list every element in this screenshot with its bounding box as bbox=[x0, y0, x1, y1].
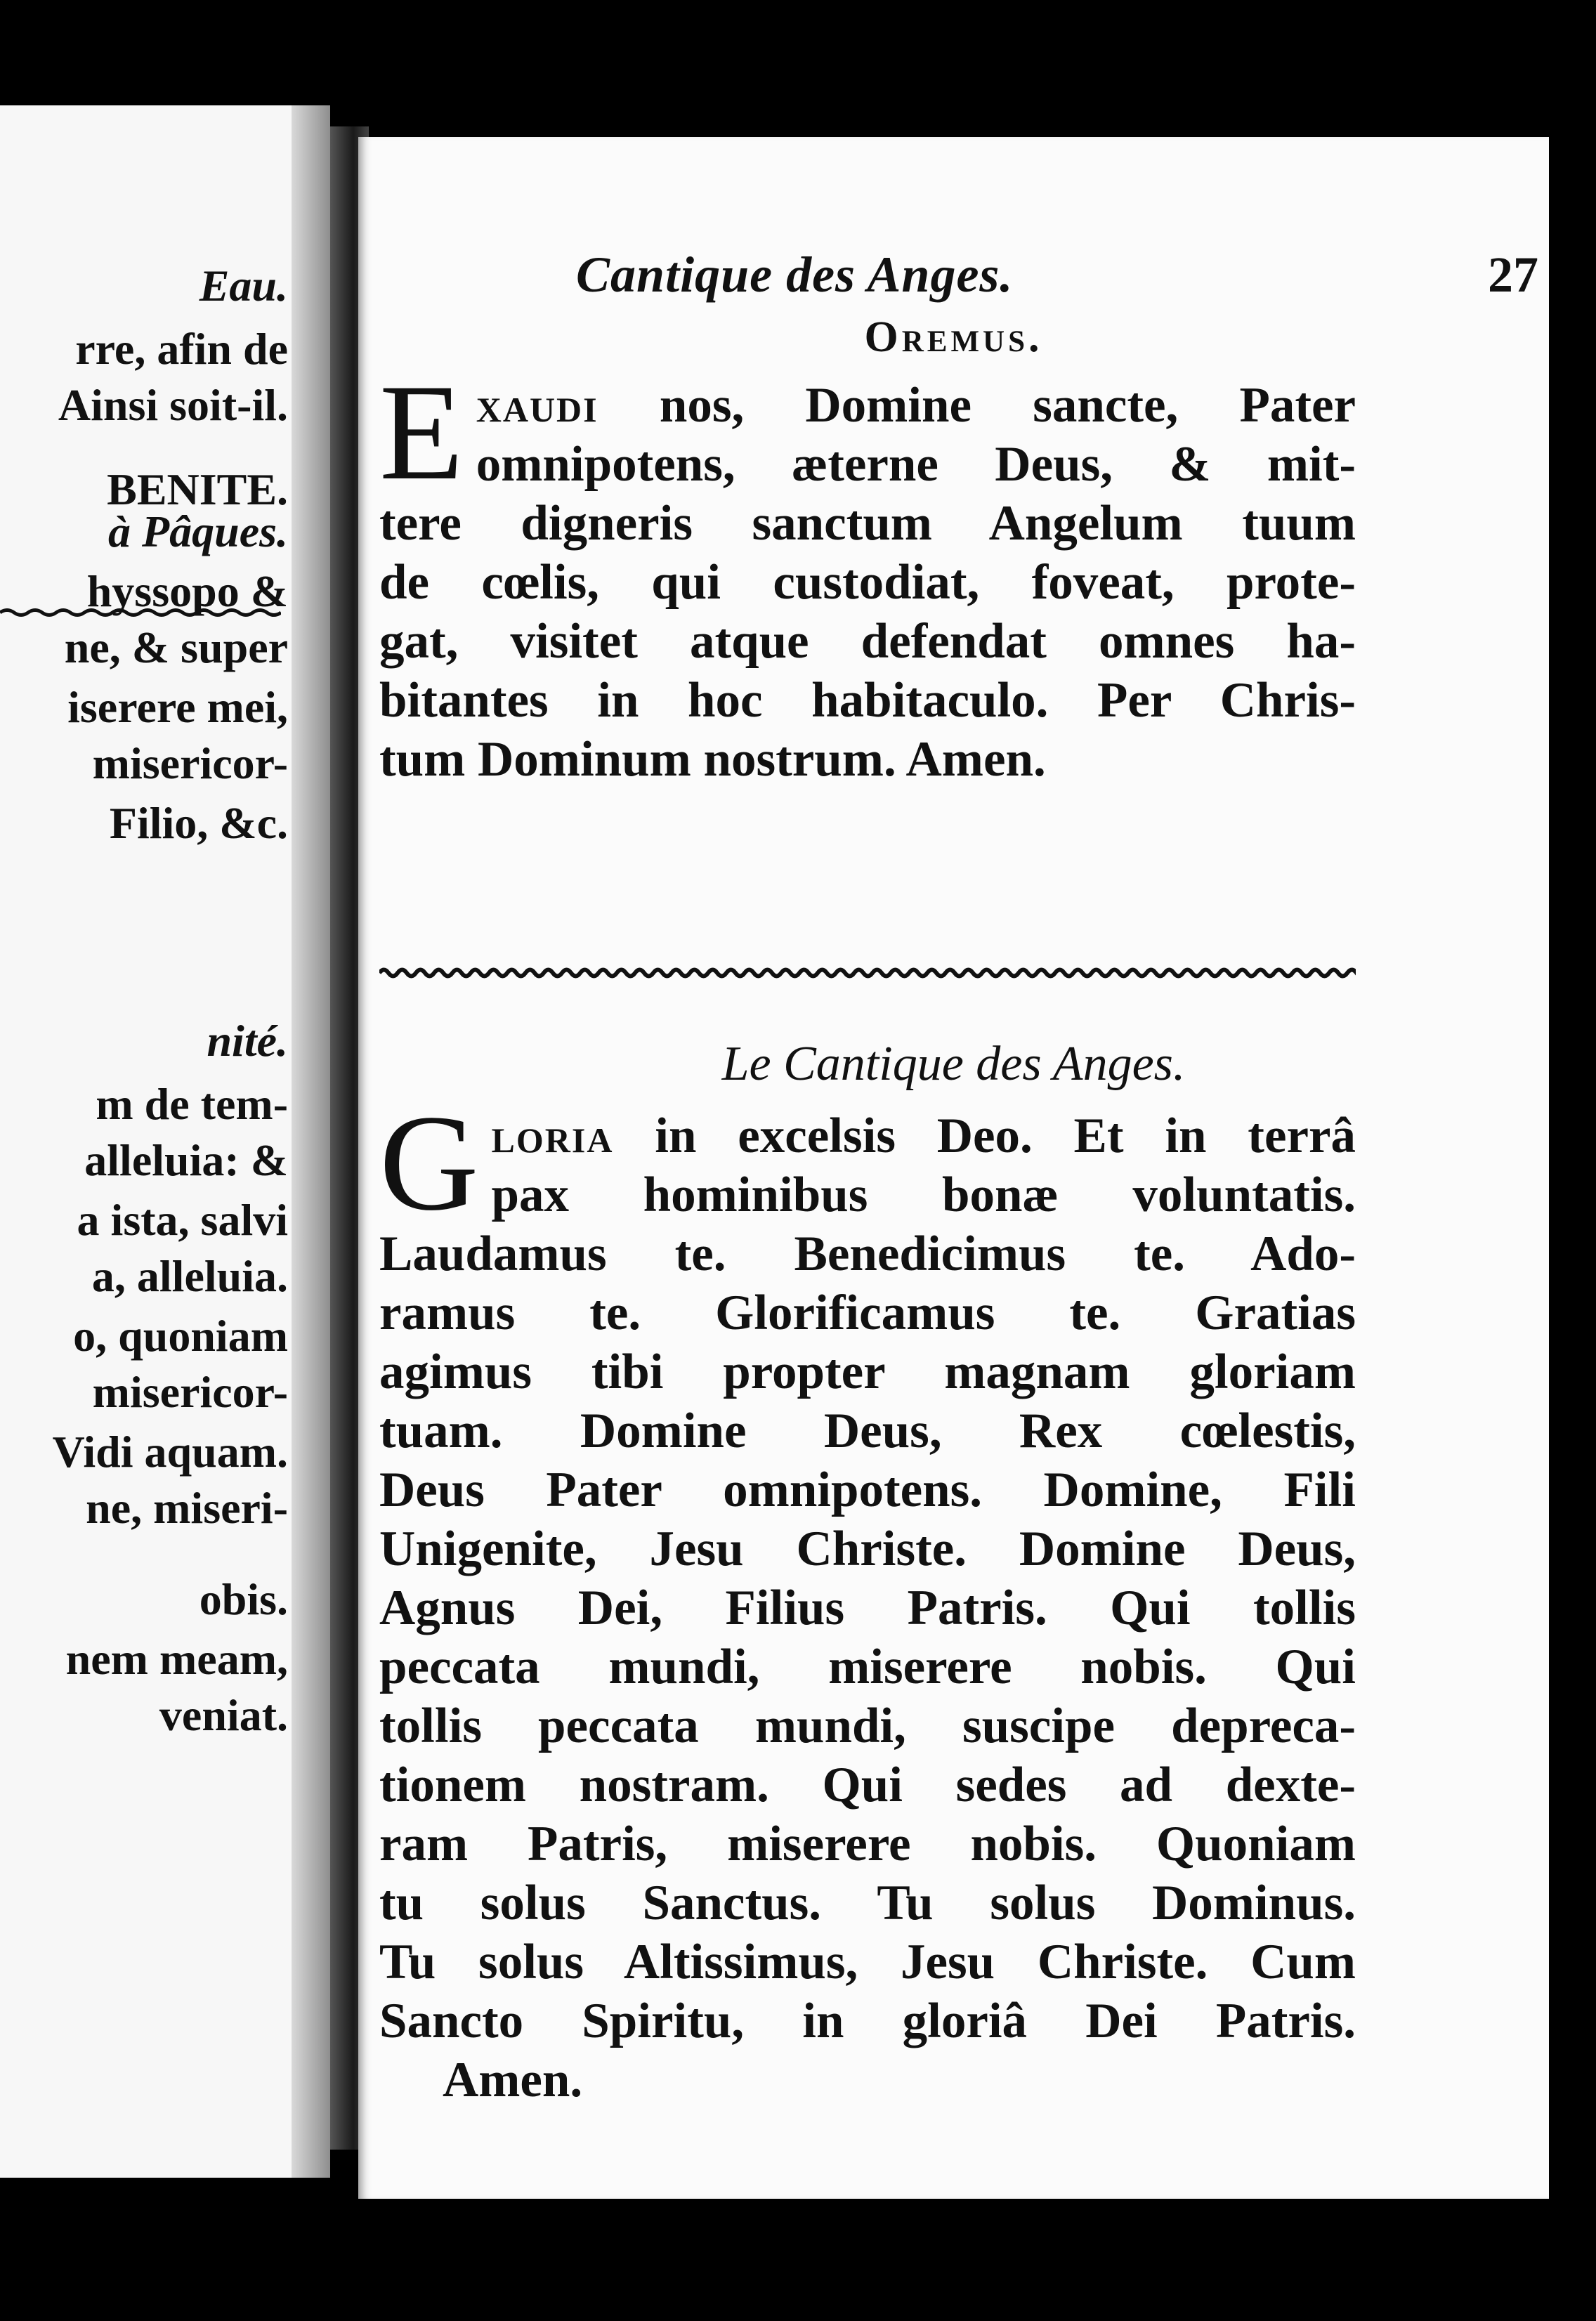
left-page-line: à Pâques. bbox=[108, 506, 288, 556]
prayer-line-6: bitantes in hoc habitaculo. Per Chris- bbox=[379, 673, 1356, 728]
gloria-line-1-text: in excelsis Deo. Et in terrâ bbox=[613, 1109, 1356, 1163]
gloria-line-12: tionem nostram. Qui sedes ad dexte- bbox=[379, 1758, 1356, 1812]
prayer-line-2: omnipotens, æterne Deus, & mit- bbox=[476, 437, 1356, 492]
gloria-line-10: peccata mundi, miserere nobis. Qui bbox=[379, 1640, 1356, 1694]
left-page-line: misericor- bbox=[92, 1367, 288, 1417]
scan-border bbox=[0, 2206, 1596, 2321]
left-page-line: hyssopo & bbox=[86, 566, 288, 616]
gloria-lead-word: loria bbox=[491, 1109, 614, 1163]
prayer-line-3: tere digneris sanctum Angelum tuum bbox=[379, 496, 1356, 551]
section-title: Le Cantique des Anges. bbox=[721, 1037, 1186, 1091]
right-page bbox=[358, 137, 1549, 2199]
left-page-line: Ainsi soit-il. bbox=[58, 380, 288, 430]
left-page-line: a, alleluia. bbox=[91, 1251, 288, 1301]
prayer-line-4: de cœlis, qui custodiat, foveat, prote- bbox=[379, 555, 1356, 610]
left-page-line: ne, & super bbox=[64, 622, 288, 672]
running-title: Cantique des Anges. bbox=[576, 247, 1014, 303]
oremus-heading: Oremus. bbox=[864, 313, 1043, 361]
left-page-line: Eau. bbox=[199, 261, 288, 310]
prayer-line-1-text: nos, Domine sancte, Pater bbox=[598, 378, 1356, 433]
left-page-line: iserere mei, bbox=[67, 682, 288, 732]
left-page-line: o, quoniam bbox=[73, 1311, 288, 1361]
gloria-line-2: pax hominibus bonæ voluntatis. bbox=[491, 1168, 1356, 1222]
gloria-line-9: Agnus Dei, Filius Patris. Qui tollis bbox=[379, 1581, 1356, 1635]
gloria-line-3: Laudamus te. Benedicimus te. Ado- bbox=[379, 1227, 1356, 1281]
left-page bbox=[0, 105, 330, 2178]
ornamental-rule bbox=[379, 966, 1356, 980]
gloria-line-7: Deus Pater omnipotens. Domine, Fili bbox=[379, 1463, 1356, 1517]
prayer-line-7: tum Dominum nostrum. Amen. bbox=[379, 732, 1046, 787]
left-page-line: ne, miseri- bbox=[86, 1483, 288, 1533]
gloria-dropcap: G bbox=[379, 1087, 479, 1239]
left-page-line: nité. bbox=[207, 1016, 288, 1066]
left-page-line: rre, afin de bbox=[75, 324, 288, 374]
left-page-line: BENITE. bbox=[107, 464, 288, 514]
prayer-lead-word: xaudi bbox=[476, 378, 598, 433]
gloria-line-17: Amen. bbox=[443, 2053, 583, 2107]
left-page-line: nem meam, bbox=[65, 1634, 288, 1684]
left-page-line: m de tem- bbox=[96, 1079, 288, 1129]
gloria-line-11: tollis peccata mundi, suscipe depreca- bbox=[379, 1699, 1356, 1753]
page-number: 27 bbox=[1488, 247, 1538, 303]
left-ornamental-rule bbox=[0, 608, 281, 617]
gloria-line-14: tu solus Sanctus. Tu solus Dominus. bbox=[379, 1876, 1356, 1930]
prayer-line-1 bbox=[379, 376, 1356, 435]
gloria-paragraph bbox=[379, 1087, 1356, 2110]
left-page-line: misericor- bbox=[92, 738, 288, 788]
gloria-line-16: Sancto Spiritu, in gloriâ Dei Patris. bbox=[379, 1994, 1356, 2048]
left-page-line: a ista, salvi bbox=[77, 1195, 288, 1245]
left-page-line: veniat. bbox=[159, 1690, 288, 1740]
left-page-line: obis. bbox=[199, 1574, 288, 1624]
left-page-shadow bbox=[292, 105, 330, 2178]
prayer-paragraph bbox=[379, 356, 1356, 789]
gloria-line-6: tuam. Domine Deus, Rex cœlestis, bbox=[379, 1404, 1356, 1458]
gloria-line-1 bbox=[379, 1106, 1356, 1165]
prayer-dropcap: E bbox=[379, 356, 464, 509]
left-page-line: Filio, &c. bbox=[109, 798, 288, 848]
prayer-line-5: gat, visitet atque defendat omnes ha- bbox=[379, 614, 1356, 669]
gloria-line-8: Unigenite, Jesu Christe. Domine Deus, bbox=[379, 1522, 1356, 1576]
gloria-line-4: ramus te. Glorificamus te. Gratias bbox=[379, 1286, 1356, 1340]
left-page-line: Vidi aquam. bbox=[52, 1427, 288, 1477]
left-page-line: alleluia: & bbox=[84, 1135, 288, 1185]
gloria-line-5: agimus tibi propter magnam gloriam bbox=[379, 1345, 1356, 1399]
gloria-line-13: ram Patris, miserere nobis. Quoniam bbox=[379, 1817, 1356, 1871]
gloria-line-15: Tu solus Altissimus, Jesu Christe. Cum bbox=[379, 1935, 1356, 1989]
running-head bbox=[576, 246, 1538, 309]
